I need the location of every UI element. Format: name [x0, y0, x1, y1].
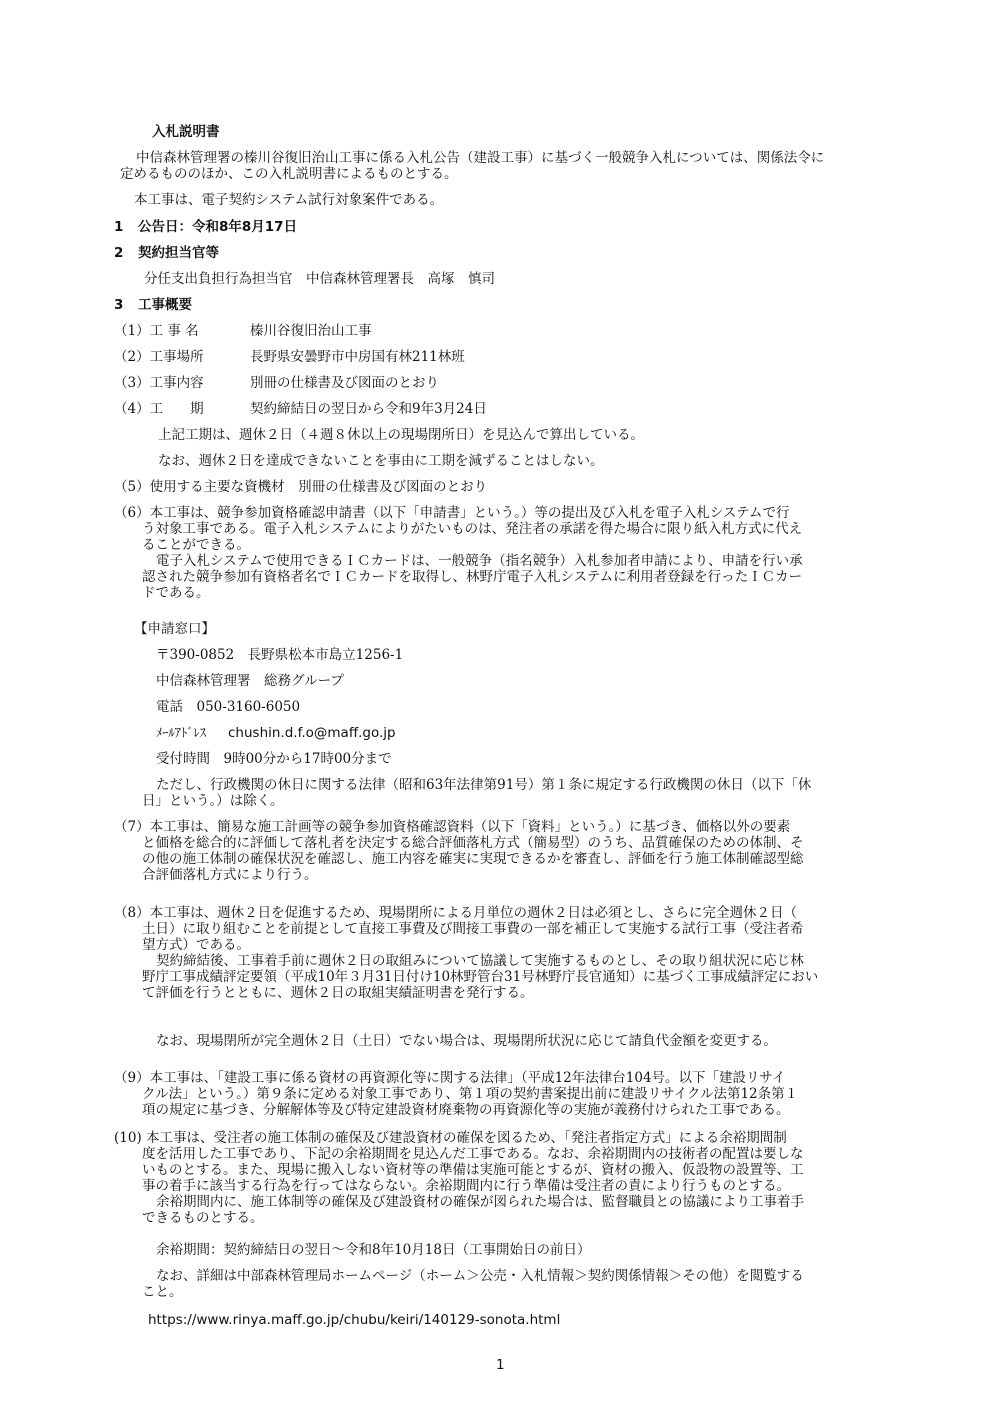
item-text: なお、詳細は中部森林管理局ホームページ（ホーム＞公売・入札情報＞契約関係情報＞その他）を閲覧する [156, 1268, 804, 1284]
section-number: 3 [114, 297, 124, 313]
item-text: 余裕期間内に、施工体制等の確保及び建設資材の確保が図られた場合は、監督職員との協議により工事着手 [156, 1194, 804, 1210]
item-text: う対象工事である。電子入札システムによりがたいものは、発注者の承諾を得た場合に限り紙入札方式に代え [142, 521, 803, 537]
section-number: 1 [114, 219, 124, 235]
item-label: （1）工 事 名 [114, 323, 199, 339]
item-text: なお、現場閉所が完全週休２日（土日）でない場合は、現場閉所状況に応じて請負代金額を変更する。 [156, 1033, 777, 1049]
item-value: 長野県安曇野市中房国有林211林班 [250, 349, 465, 365]
window-heading: 【申請窓口】 [134, 621, 215, 637]
item-value: 榛川谷復旧治山工事 [250, 323, 372, 339]
section-number: 2 [114, 245, 124, 261]
item-label: （4）工 期 [114, 401, 204, 417]
item-text: 電子入札システムで使用できるＩＣカードは、一般競争（指名競争）入札参加者申請により、申請を行い承 [156, 553, 803, 569]
intro-line: 中信森林管理署の榛川谷復旧治山工事に係る入札公告（建設工事）に基づく一般競争入札については、関係法令に [136, 150, 825, 166]
item-value: 契約締結日の翌日から令和9年3月24日 [250, 401, 487, 417]
grace-period: 余裕期間：契約締結日の翌日～令和8年10月18日（工事開始日の前日） [156, 1242, 591, 1258]
item-text: と価格を総合的に評価して落札者を決定する総合評価落札方式（簡易型）のうち、品質確保のための体制、そ [142, 835, 804, 851]
intro-line: 定めるもののほか、この入札説明書によるものとする。 [120, 166, 458, 182]
document-title: 入札説明書 [152, 124, 220, 140]
item-text: （5）使用する主要な資機材 別冊の仕様書及び図面のとおり [114, 479, 488, 495]
item-note: なお、週休２日を達成できないことを事由に工期を減ずることはしない。 [158, 453, 604, 469]
item-text: 望方式）である。 [142, 937, 250, 953]
item-text: ドである。 [142, 585, 210, 601]
item-text: (10) 本工事は、受注者の施工体制の確保及び建設資材の確保を図るため、「発注者指定方式」による余裕期間制 [114, 1130, 787, 1146]
item-text: 度を活用した工事であり、下記の余裕期間を見込んだ工事である。なお、余裕期間内の技術者の配置は要しな [142, 1146, 804, 1162]
window-address: 〒390-0852 長野県松本市島立1256-1 [156, 647, 404, 663]
window-note: 日」という。）は除く。 [142, 793, 284, 809]
item-text: 合評価落札方式により行う。 [142, 867, 318, 883]
section-heading: 契約担当官等 [138, 245, 219, 261]
item-text: 事の着手に該当する行為を行ってはならない。余裕期間内に行う準備は受注者の責により行うものとする。 [142, 1178, 790, 1194]
item-text: 野庁工事成績評定要領（平成10年３月31日付け10林野管台31号林野庁長官通知）に基づく工事成績評定におい [142, 969, 819, 985]
reference-link[interactable]: https://www.rinya.maff.go.jp/chubu/keiri/140129-sonota.html [148, 1312, 561, 1328]
item-text: 項の規定に基づき、分解解体等及び特定建設資材廃棄物の再資源化等の実施が義務付けられた工事である。 [142, 1102, 790, 1118]
email-label: ﾒｰﾙｱﾄﾞﾚｽ [156, 725, 207, 740]
item-text: （8）本工事は、週休２日を促進するため、現場閉所による月単位の週休２日は必須とし、さらに完全週休２日（ [114, 905, 798, 921]
email-address[interactable]: chushin.d.f.o@maff.go.jp [228, 725, 396, 741]
item-text: 契約締結後、工事着手前に週休２日の取組みについて協議して実施するものとし、その取り組状況に応じ林 [156, 953, 804, 969]
page-number: 1 [496, 1357, 505, 1373]
section-heading: 工事概要 [138, 297, 192, 313]
item-text: こと。 [142, 1284, 183, 1300]
item-text: できるものとする。 [142, 1210, 264, 1226]
item-text: て評価を行うとともに、週休２日の取組実績証明書を発行する。 [142, 985, 534, 1001]
window-phone: 電話 050-3160-6050 [156, 699, 301, 715]
item-text: 認された競争参加有資格者名でＩＣカードを取得し、林野庁電子入札システムに利用者登録を行ったＩＣカー [142, 569, 803, 585]
item-text: （9）本工事は、「建設工事に係る資材の再資源化等に関する法律」（平成12年法律台104号。以下「建設リサイ [114, 1070, 786, 1086]
item-label: （2）工事場所 [114, 349, 204, 365]
item-value: 別冊の仕様書及び図面のとおり [250, 375, 439, 391]
item-text: （6）本工事は、競争参加資格確認申請書（以下「申請書」という。）等の提出及び入札を電子入札システムで行 [114, 505, 790, 521]
item-text: の他の施工体制の確保状況を確認し、施工内容を確実に実現できるかを審査し、評価を行う施工体制確認型総 [142, 851, 804, 867]
window-note: ただし、行政機関の休日に関する法律（昭和63年法律第91号）第１条に規定する行政機関の休日（以下「休 [156, 777, 812, 793]
item-note: 上記工期は、週休２日（４週８休以上の現場閉所日）を見込んで算出している。 [158, 427, 644, 443]
item-text: クル法」という。）第９条に定める対象工事であり、第１項の契約書案提出前に建設リサイクル法第12条第１ [142, 1086, 799, 1102]
window-hours: 受付時間 9時00分から17時00分まで [156, 751, 392, 767]
item-text: 土日）に取り組むことを前提として直接工事費及び間接工事費の一部を補正して実施する試行工事（受注者希 [142, 921, 804, 937]
item-text: ることができる。 [142, 537, 250, 553]
window-office: 中信森林管理署 総務グループ [156, 673, 344, 689]
intro-line: 本工事は、電子契約システム試行対象案件である。 [134, 192, 444, 208]
contract-officer: 分任支出負担行為担当官 中信森林管理署長 高塚 慎司 [144, 271, 495, 287]
item-text: いものとする。また、現場に搬入しない資材等の準備は実施可能とするが、資材の搬入、仮設物の設置等、工 [142, 1162, 804, 1178]
announcement-date: 公告日：令和8年8月17日 [138, 219, 298, 235]
item-label: （3）工事内容 [114, 375, 204, 391]
item-text: （7）本工事は、簡易な施工計画等の競争参加資格確認資料（以下「資料」という。）に基づき、価格以外の要素 [114, 819, 791, 835]
